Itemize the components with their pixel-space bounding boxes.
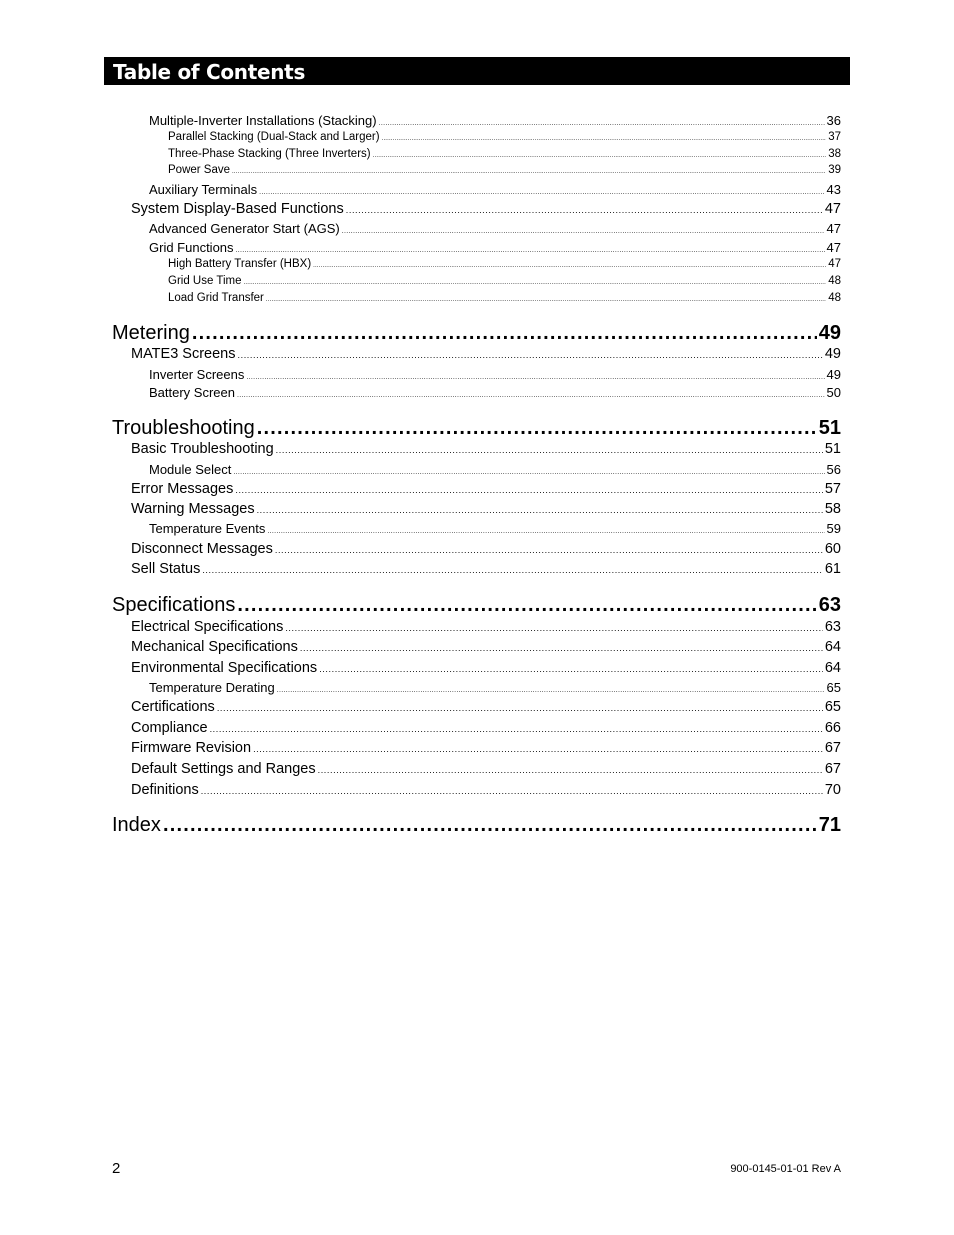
dot-leader bbox=[382, 136, 827, 142]
toc-entry-page-number: 58 bbox=[824, 501, 841, 517]
dot-leader bbox=[217, 703, 823, 713]
dot-leader bbox=[201, 786, 823, 796]
toc-entry-page-number: 43 bbox=[826, 182, 841, 197]
toc-entry[interactable] bbox=[131, 541, 841, 557]
dot-leader bbox=[373, 153, 827, 159]
toc-entry-page-number: 71 bbox=[818, 814, 841, 836]
toc-entry-page-number: 36 bbox=[826, 113, 841, 128]
toc-entry-title: Warning Messages bbox=[131, 501, 255, 517]
dot-leader bbox=[285, 623, 823, 633]
section-header-bar bbox=[104, 57, 850, 85]
dot-leader bbox=[233, 469, 824, 476]
dot-leader bbox=[237, 392, 825, 399]
toc-entry-page-number: 49 bbox=[818, 322, 841, 344]
toc-entry-page-number: 47 bbox=[824, 201, 841, 217]
dot-leader bbox=[319, 664, 823, 674]
toc-entry-title: Compliance bbox=[131, 720, 208, 736]
toc-entry-page-number: 50 bbox=[826, 385, 841, 400]
toc-entry-title: Auxiliary Terminals bbox=[149, 182, 258, 197]
toc-entry-page-number: 63 bbox=[818, 594, 841, 616]
toc-entry-page-number: 65 bbox=[826, 680, 841, 695]
toc-entry-title: Temperature Derating bbox=[149, 680, 275, 695]
toc-entry-page-number: 67 bbox=[824, 761, 841, 777]
toc-entry[interactable] bbox=[131, 740, 841, 756]
toc-entry-page-number: 37 bbox=[828, 131, 841, 143]
toc-entry-title: Error Messages bbox=[131, 481, 234, 497]
toc-entry-page-number: 47 bbox=[826, 221, 841, 236]
toc-entry[interactable] bbox=[131, 761, 841, 777]
toc-entry-page-number: 60 bbox=[824, 541, 841, 557]
dot-leader bbox=[342, 228, 825, 235]
toc-entry-title: MATE3 Screens bbox=[131, 346, 236, 362]
toc-entry-title: Temperature Events bbox=[149, 521, 266, 536]
dot-leader bbox=[163, 814, 817, 837]
toc-entry[interactable] bbox=[168, 275, 841, 287]
toc-entry-page-number: 66 bbox=[824, 720, 841, 736]
dot-leader bbox=[238, 350, 823, 360]
dot-leader bbox=[267, 528, 824, 535]
toc-entry[interactable] bbox=[168, 148, 841, 160]
toc-entry-title: Environmental Specifications bbox=[131, 660, 318, 676]
toc-entry[interactable] bbox=[168, 131, 841, 143]
toc-entry-page-number: 63 bbox=[824, 619, 841, 635]
toc-entry[interactable] bbox=[149, 240, 841, 255]
toc-entry[interactable] bbox=[149, 182, 841, 197]
toc-entry-title: Metering bbox=[112, 322, 190, 344]
dot-leader bbox=[235, 485, 823, 495]
dot-leader bbox=[246, 374, 824, 381]
toc-entry-title: Sell Status bbox=[131, 561, 201, 577]
toc-entry-title: Specifications bbox=[112, 594, 236, 616]
toc-entry-title: Three-Phase Stacking (Three Inverters) bbox=[168, 148, 371, 160]
toc-entry[interactable] bbox=[112, 417, 841, 440]
dot-leader bbox=[318, 765, 823, 775]
toc-entry-title: Troubleshooting bbox=[112, 417, 255, 439]
toc-entry[interactable] bbox=[149, 521, 841, 536]
toc-entry-title: Disconnect Messages bbox=[131, 541, 273, 557]
toc-entry-title: Certifications bbox=[131, 699, 215, 715]
dot-leader bbox=[275, 545, 823, 555]
toc-entry[interactable] bbox=[168, 292, 841, 304]
toc-entry-page-number: 48 bbox=[828, 275, 841, 287]
toc-entry-title: Index bbox=[112, 814, 161, 836]
dot-leader bbox=[300, 643, 823, 653]
toc-entry-title: Module Select bbox=[149, 462, 232, 477]
toc-entry-title: Electrical Specifications bbox=[131, 619, 284, 635]
toc-entry-page-number: 49 bbox=[824, 346, 841, 362]
toc-entry-title: Inverter Screens bbox=[149, 367, 245, 382]
toc-entry[interactable] bbox=[168, 164, 841, 176]
toc-entry[interactable] bbox=[131, 346, 841, 362]
dot-leader bbox=[202, 565, 823, 575]
toc-entry[interactable] bbox=[131, 699, 841, 715]
toc-entry-page-number: 47 bbox=[826, 240, 841, 255]
footer-page-number: 2 bbox=[112, 1160, 121, 1177]
toc-entry-page-number: 39 bbox=[828, 164, 841, 176]
toc-entry-page-number: 47 bbox=[828, 258, 841, 270]
toc-entry-title: Firmware Revision bbox=[131, 740, 252, 756]
dot-leader bbox=[379, 120, 825, 127]
dot-leader bbox=[257, 505, 823, 515]
toc-entry-page-number: 61 bbox=[824, 561, 841, 577]
toc-entry[interactable] bbox=[131, 501, 841, 517]
toc-entry-title: Grid Use Time bbox=[168, 275, 242, 287]
toc-entry-page-number: 51 bbox=[824, 441, 841, 457]
toc-entry-title: Advanced Generator Start (AGS) bbox=[149, 221, 340, 236]
toc-entry-title: Load Grid Transfer bbox=[168, 292, 264, 304]
toc-entry-title: Definitions bbox=[131, 782, 199, 798]
dot-leader bbox=[192, 322, 817, 345]
dot-leader bbox=[276, 445, 823, 455]
toc-entry-page-number: 56 bbox=[826, 462, 841, 477]
toc-entry-title: Basic Troubleshooting bbox=[131, 441, 274, 457]
toc-entry[interactable] bbox=[112, 594, 841, 617]
toc-entry-title: High Battery Transfer (HBX) bbox=[168, 258, 312, 270]
toc-entry-page-number: 64 bbox=[824, 639, 841, 655]
toc-entry-title: Grid Functions bbox=[149, 240, 234, 255]
toc-entry-page-number: 59 bbox=[826, 521, 841, 536]
toc-entry-page-number: 51 bbox=[818, 417, 841, 439]
toc-entry-title: Mechanical Specifications bbox=[131, 639, 298, 655]
dot-leader bbox=[346, 205, 823, 215]
toc-entry-page-number: 48 bbox=[828, 292, 841, 304]
toc-entry[interactable] bbox=[149, 385, 841, 400]
toc-entry[interactable] bbox=[131, 201, 841, 217]
toc-entry-page-number: 64 bbox=[824, 660, 841, 676]
toc-entry[interactable] bbox=[149, 221, 841, 236]
toc-entry-page-number: 67 bbox=[824, 740, 841, 756]
footer-document-id: 900-0145-01-01 Rev A bbox=[730, 1163, 841, 1175]
toc-entry-page-number: 38 bbox=[828, 148, 841, 160]
toc-entry[interactable] bbox=[112, 322, 841, 345]
toc-entry-page-number: 65 bbox=[824, 699, 841, 715]
dot-leader bbox=[237, 594, 816, 617]
toc-entry[interactable] bbox=[131, 619, 841, 635]
dot-leader bbox=[253, 744, 823, 754]
toc-entry[interactable] bbox=[131, 660, 841, 676]
toc-entry[interactable] bbox=[131, 481, 841, 497]
toc-entry[interactable] bbox=[112, 814, 841, 837]
toc-entry[interactable] bbox=[149, 367, 841, 382]
toc-entry-page-number: 57 bbox=[824, 481, 841, 497]
dot-leader bbox=[277, 687, 825, 694]
toc-entry-title: Multiple-Inverter Installations (Stacking) bbox=[149, 113, 377, 128]
toc-entry[interactable] bbox=[131, 441, 841, 457]
toc-entry[interactable] bbox=[149, 680, 841, 695]
dot-leader bbox=[266, 297, 826, 303]
toc-entry[interactable] bbox=[131, 639, 841, 655]
dot-leader bbox=[244, 280, 827, 286]
dot-leader bbox=[257, 417, 817, 440]
toc-entry[interactable] bbox=[131, 720, 841, 736]
toc-entry[interactable] bbox=[131, 561, 841, 577]
dot-leader bbox=[236, 247, 825, 254]
dot-leader bbox=[313, 263, 826, 269]
toc-entry[interactable] bbox=[149, 462, 841, 477]
dot-leader bbox=[210, 724, 823, 734]
dot-leader bbox=[232, 169, 826, 175]
toc-entry[interactable] bbox=[149, 113, 841, 128]
dot-leader bbox=[259, 189, 824, 196]
toc-entry-title: Battery Screen bbox=[149, 385, 235, 400]
toc-entry-page-number: 49 bbox=[826, 367, 841, 382]
toc-entry-title: Parallel Stacking (Dual-Stack and Larger) bbox=[168, 131, 380, 143]
toc-entry-title: System Display-Based Functions bbox=[131, 201, 344, 217]
toc-entry-title: Power Save bbox=[168, 164, 231, 176]
toc-entry-title: Default Settings and Ranges bbox=[131, 761, 316, 777]
toc-entry[interactable] bbox=[168, 258, 841, 270]
toc-entry[interactable] bbox=[131, 782, 841, 798]
page-title: Table of Contents bbox=[113, 60, 306, 84]
toc-entry-page-number: 70 bbox=[824, 782, 841, 798]
